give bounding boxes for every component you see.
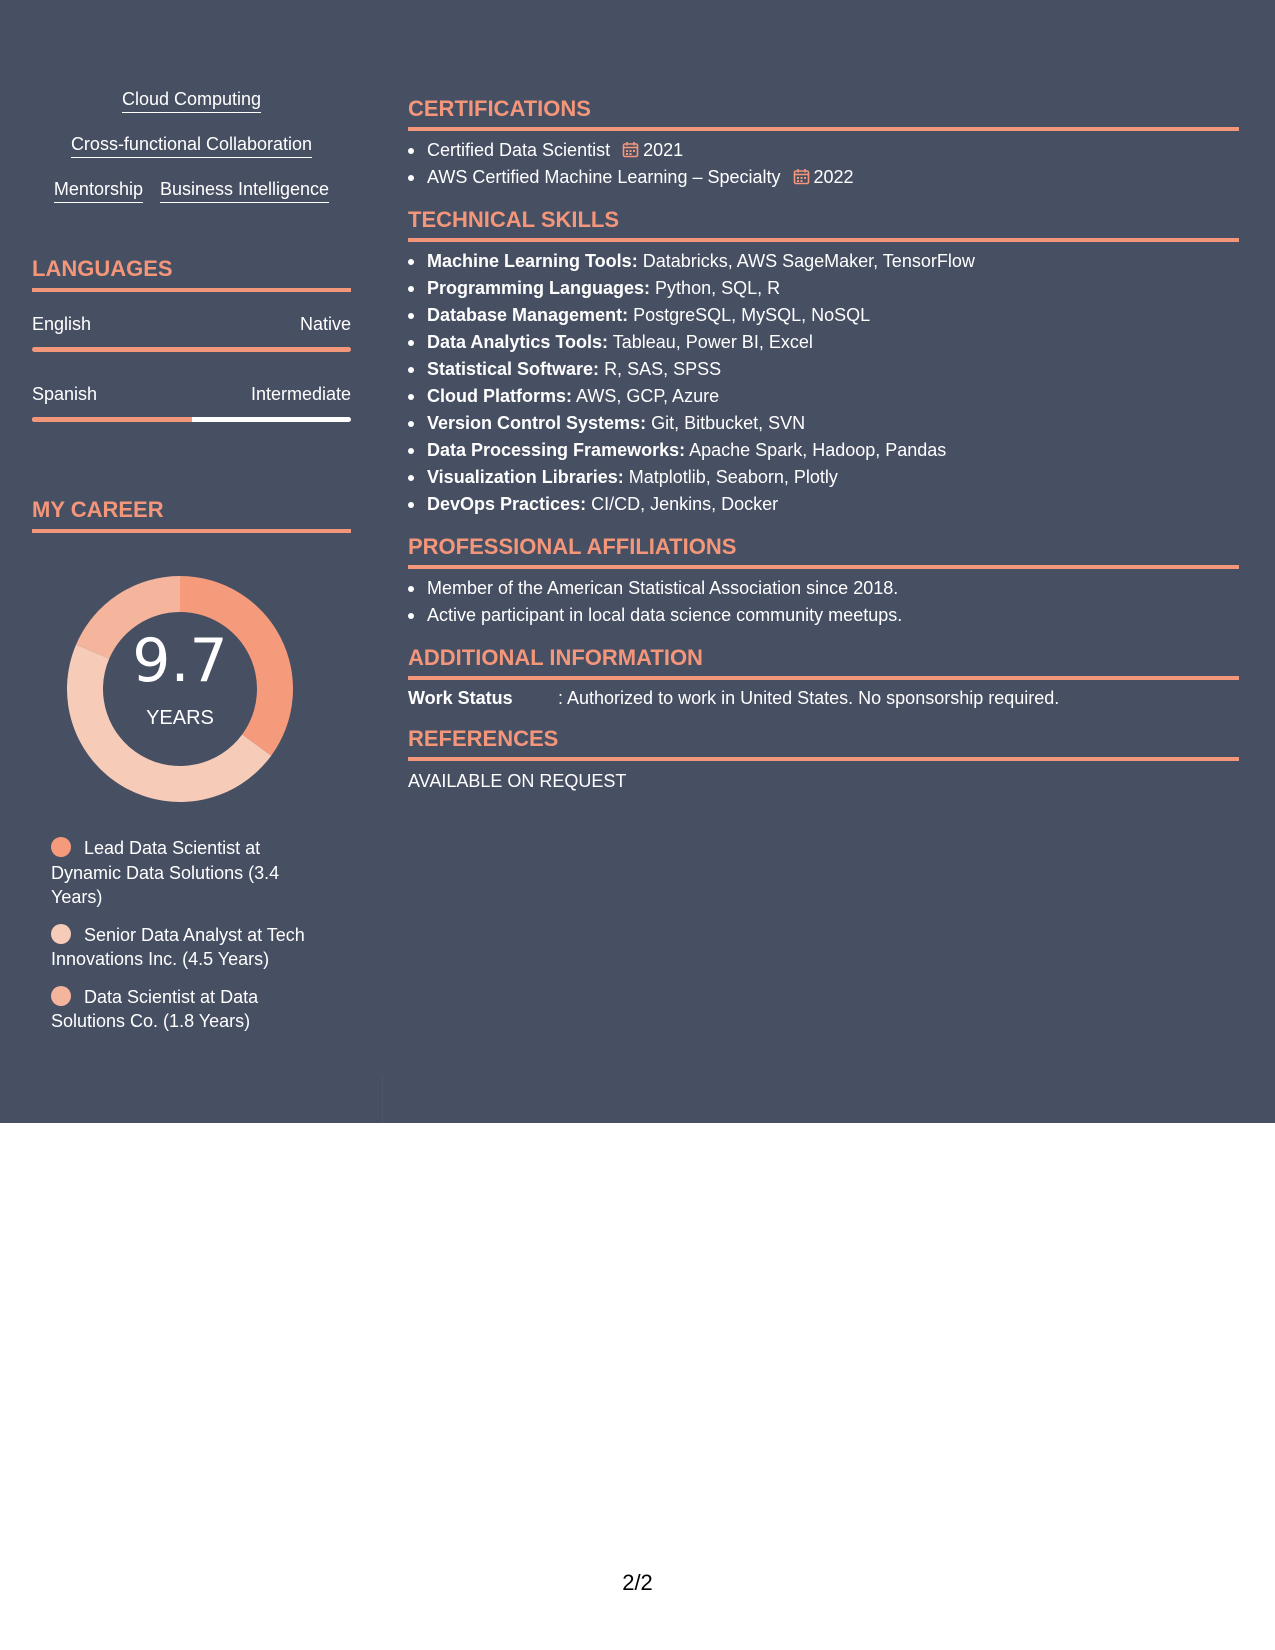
- certification-item: [408, 164, 1239, 191]
- language-item: [32, 313, 351, 335]
- references-text: AVAILABLE ON REQUEST: [408, 771, 627, 791]
- career-role-text: Lead Data Scientist at Dynamic Data Solutions (3.4 Years): [51, 838, 280, 907]
- language-item: [32, 383, 351, 405]
- section-title: TECHNICAL SKILLS: [408, 207, 620, 232]
- language-name: Spanish: [32, 384, 98, 404]
- section-rule: [408, 676, 1239, 680]
- work-status-row: [408, 686, 1239, 710]
- skill-values: R, SAS, SPSS: [604, 359, 722, 379]
- technical-skill-item: [408, 302, 1239, 329]
- career-donut-chart: [67, 576, 293, 802]
- legend-dot: [51, 837, 71, 857]
- skill-values: Apache Spark, Hadoop, Pandas: [689, 440, 947, 460]
- work-status-label: Work Status: [408, 688, 513, 708]
- skill-values: CI/CD, Jenkins, Docker: [591, 494, 779, 514]
- section-rule: [408, 565, 1239, 569]
- technical-skill-item: [408, 464, 1239, 491]
- additional-info-section: [408, 645, 1239, 710]
- language-proficiency-bar: [32, 417, 351, 422]
- language-name: English: [32, 314, 92, 334]
- skill-category: Data Analytics Tools:: [427, 332, 609, 352]
- language-proficiency-fill: [32, 347, 351, 352]
- section-rule: [32, 529, 351, 533]
- languages-section-header: [32, 256, 351, 292]
- section-rule: [408, 757, 1239, 761]
- legend-dot: [51, 924, 71, 944]
- technical-skill-item: [408, 491, 1239, 518]
- skill-category: Version Control Systems:: [427, 413, 647, 433]
- section-title: MY CAREER: [32, 497, 164, 522]
- references-section: [408, 726, 1239, 793]
- technical-skill-item: [408, 248, 1239, 275]
- section-rule: [408, 238, 1239, 242]
- page-number: 2/2: [622, 1570, 653, 1595]
- section-title: REFERENCES: [408, 726, 559, 751]
- skill-values: AWS, GCP, Azure: [576, 386, 720, 406]
- skill-values: Tableau, Power BI, Excel: [612, 332, 813, 352]
- skills-tags: [32, 88, 351, 223]
- certification-item: [408, 137, 1239, 164]
- technical-skill-item: [408, 437, 1239, 464]
- certification-name: Certified Data Scientist: [427, 140, 611, 160]
- section-title: ADDITIONAL INFORMATION: [408, 645, 703, 670]
- skill-tag: Business Intelligence: [160, 178, 329, 203]
- language-level: Intermediate: [250, 384, 351, 404]
- skill-row: [32, 88, 351, 133]
- career-section-header: [32, 497, 351, 533]
- skill-category: Cloud Platforms:: [427, 386, 573, 406]
- section-rule: [408, 127, 1239, 131]
- section-title: LANGUAGES: [32, 256, 173, 281]
- career-role-text: Senior Data Analyst at Tech Innovations Inc. (4.5 Years): [51, 924, 305, 969]
- skill-values: Python, SQL, R: [655, 278, 781, 298]
- skill-row: [32, 178, 351, 223]
- skill-category: Database Management:: [427, 305, 629, 325]
- section-title: CERTIFICATIONS: [408, 96, 591, 121]
- skill-category: Data Processing Frameworks:: [427, 440, 686, 460]
- language-level: Native: [299, 314, 351, 334]
- technical-skill-item: [408, 329, 1239, 356]
- language-proficiency-bar: [32, 347, 351, 352]
- technical-skill-item: [408, 383, 1239, 410]
- skill-tag: Cloud Computing: [122, 88, 261, 113]
- certification-year: 2022: [813, 167, 854, 187]
- section-title: PROFESSIONAL AFFILIATIONS: [408, 534, 737, 559]
- skill-tag: Mentorship: [54, 178, 143, 203]
- career-legend: [51, 836, 331, 1047]
- career-legend-item: [51, 923, 331, 972]
- work-status-value: : Authorized to work in United States. No sponsorship required.: [558, 688, 1060, 708]
- skill-values: Databricks, AWS SageMaker, TensorFlow: [642, 251, 975, 271]
- skill-category: DevOps Practices:: [427, 494, 587, 514]
- career-role-text: Data Scientist at Data Solutions Co. (1.8 Years): [51, 986, 259, 1031]
- career-total-years: 9.7: [132, 626, 228, 696]
- skill-values: Git, Bitbucket, SVN: [651, 413, 806, 433]
- career-legend-item: [51, 985, 331, 1034]
- technical-skills-section: [408, 207, 1239, 518]
- skill-values: PostgreSQL, MySQL, NoSQL: [633, 305, 871, 325]
- skill-tag: Cross-functional Collaboration: [71, 133, 312, 158]
- section-rule: [32, 288, 351, 292]
- certification-name: AWS Certified Machine Learning – Specialty: [427, 167, 781, 187]
- skill-category: Machine Learning Tools:: [427, 251, 638, 271]
- calendar-icon: [622, 141, 639, 158]
- language-proficiency-fill: [32, 417, 192, 422]
- career-years-unit: YEARS: [146, 707, 214, 729]
- affiliations-section: [408, 534, 1239, 629]
- skill-category: Programming Languages:: [427, 278, 651, 298]
- skill-row: [32, 133, 351, 178]
- affiliation-item: Member of the American Statistical Association since 2018.: [408, 575, 1239, 602]
- career-legend-item: [51, 836, 331, 910]
- calendar-icon: [793, 168, 810, 185]
- skill-category: Statistical Software:: [427, 359, 600, 379]
- skill-category: Visualization Libraries:: [427, 467, 624, 487]
- column-divider: [382, 1075, 383, 1123]
- legend-dot: [51, 986, 71, 1006]
- certification-year: 2021: [643, 140, 684, 160]
- skill-values: Matplotlib, Seaborn, Plotly: [628, 467, 838, 487]
- affiliation-item: Active participant in local data science community meetups.: [408, 602, 1239, 629]
- certifications-section: [408, 96, 1239, 191]
- technical-skill-item: [408, 356, 1239, 383]
- technical-skill-item: [408, 275, 1239, 302]
- technical-skill-item: [408, 410, 1239, 437]
